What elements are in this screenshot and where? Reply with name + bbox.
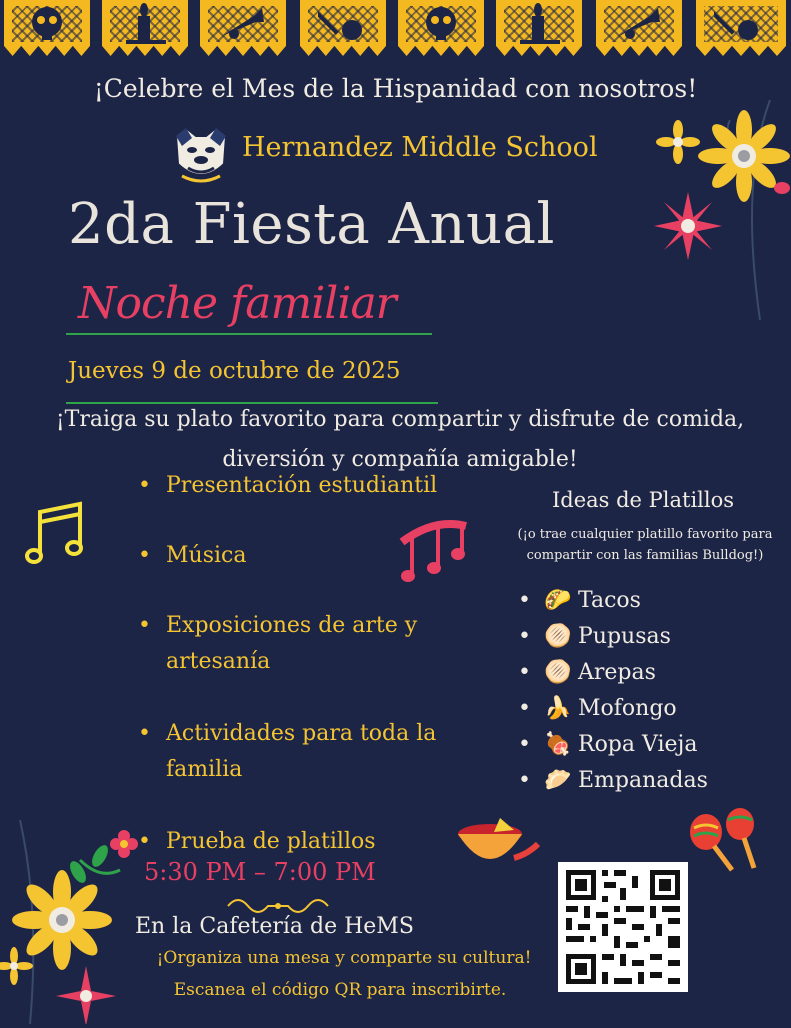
bullet: • — [518, 624, 531, 649]
papel-picado-candle — [102, 0, 188, 56]
activity-line: Actividades para toda la — [166, 721, 437, 746]
list-item — [518, 588, 641, 613]
maracas-icon — [686, 806, 766, 878]
event-date: Jueves 9 de octubre de 2025 — [68, 358, 401, 384]
papel-picado-candle — [496, 0, 582, 56]
bullet: • — [518, 732, 531, 757]
dish-name: Tacos — [578, 588, 641, 613]
meat-icon: 🍖 — [544, 732, 572, 757]
taco-icon: 🌮 — [544, 588, 572, 613]
papel-picado-guitar — [300, 0, 386, 56]
banana-icon: 🍌 — [544, 696, 572, 721]
list-item — [518, 696, 677, 721]
bullet: • — [518, 696, 531, 721]
invitation-line: diversión y compañía amigable! — [222, 447, 578, 472]
papel-picado-trumpet — [200, 0, 286, 56]
bullet: • — [138, 473, 151, 498]
list-item — [138, 716, 436, 788]
bullet: • — [518, 768, 531, 793]
list-item — [518, 732, 698, 757]
event-subtitle: Noche familiar — [78, 278, 396, 329]
list-item — [518, 660, 656, 685]
dish-name: Mofongo — [578, 696, 677, 721]
papel-picado-skull — [4, 0, 90, 56]
list-item — [518, 624, 671, 649]
bullet: • — [138, 829, 151, 854]
dish-name: Arepas — [578, 660, 656, 685]
invitation-line: ¡Traiga su plato favorito para compartir y disfrute de comida, — [55, 407, 745, 432]
activity-label: Música — [166, 543, 247, 568]
activity-label: Presentación estudiantil — [166, 473, 438, 498]
subtitle-underline — [66, 333, 432, 335]
papel-picado-skull — [398, 0, 484, 56]
flatbread-icon: 🫓 — [544, 660, 572, 685]
dish-name: Pupusas — [578, 624, 671, 649]
ideas-title: Ideas de Platillos — [551, 488, 735, 512]
activity-line: artesanía — [166, 649, 271, 674]
bullet: • — [518, 660, 531, 685]
dumpling-icon: 🥟 — [544, 768, 572, 793]
dish-name: Empanadas — [578, 768, 708, 793]
scan-instruction: Escanea el código QR para inscribirte. — [173, 980, 507, 1000]
bullet: • — [138, 543, 151, 568]
list-item — [138, 608, 417, 680]
salsa-bowl-icon — [454, 814, 540, 874]
papel-picado-trumpet — [596, 0, 682, 56]
papel-picado-guitar — [696, 0, 786, 56]
list-item — [138, 538, 246, 574]
activity-label — [166, 608, 417, 680]
bullet: • — [138, 721, 151, 746]
bullet: • — [518, 588, 531, 613]
activity-line: Exposiciones de arte y — [166, 613, 418, 638]
event-time: 5:30 PM – 7:00 PM — [144, 858, 376, 886]
qr-code[interactable] — [558, 862, 688, 992]
papel-picado-banner — [0, 0, 791, 64]
list-item — [138, 824, 376, 860]
activity-line: familia — [166, 757, 243, 782]
marigold-icon — [650, 100, 791, 334]
flatbread-icon: 🫓 — [544, 624, 572, 649]
school-name: Hernandez Middle School — [242, 132, 598, 163]
ideas-note — [502, 524, 788, 566]
ideas-note-line: (¡o trae cualquier platillo favorito para — [517, 527, 773, 542]
event-title: 2da Fiesta Anual — [68, 192, 555, 257]
list-item — [518, 768, 708, 793]
headline-tagline: ¡Celebre el Mes de la Hispanidad con nosotros! — [93, 74, 698, 103]
bullet: • — [138, 613, 151, 638]
list-item — [138, 468, 437, 504]
marigold-icon — [0, 820, 140, 1028]
activity-label: Prueba de platillos — [166, 829, 376, 854]
bulldog-icon — [168, 124, 234, 190]
music-note-icon — [398, 512, 474, 594]
music-note-icon — [24, 500, 88, 574]
organize-text: ¡Organiza una mesa y comparte su cultura! — [156, 948, 532, 968]
event-location: En la Cafetería de HeMS — [135, 914, 414, 939]
activity-label — [166, 716, 436, 788]
ideas-note-line: compartir con las familias Bulldog!) — [526, 548, 764, 563]
dish-name: Ropa Vieja — [578, 732, 698, 757]
